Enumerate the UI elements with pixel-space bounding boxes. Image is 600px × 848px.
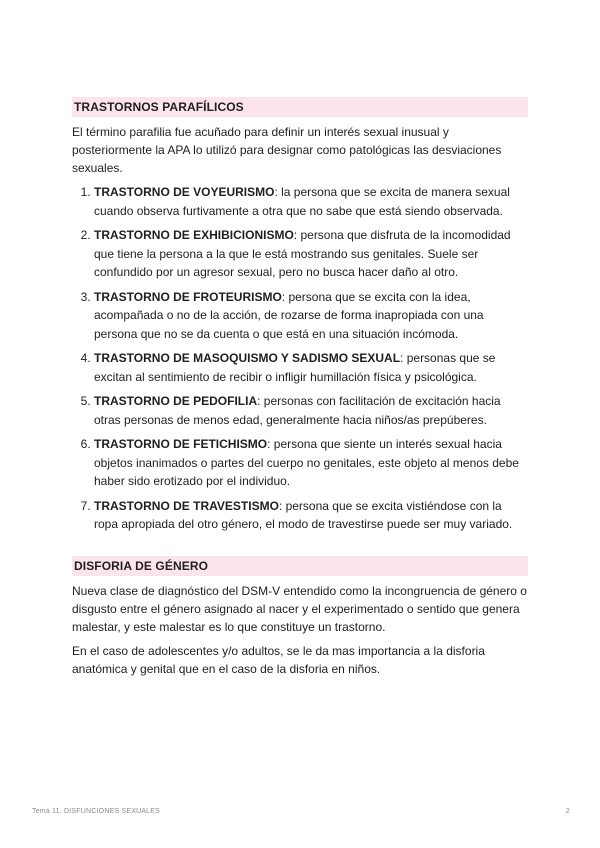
item-term: TRASTORNO DE VOYEURISMO (94, 185, 275, 199)
list-item (94, 349, 528, 386)
item-term: TRASTORNO DE TRAVESTISMO (94, 498, 279, 513)
page-number: 2 (565, 808, 570, 815)
item-term: TRASTORNO DE FETICHISMO (94, 437, 268, 451)
item-term: TRASTORNO DE PEDOFILIA (94, 394, 258, 408)
list-item (94, 183, 528, 220)
list-item (94, 497, 528, 534)
document-body (72, 97, 528, 684)
disorder-list (72, 183, 528, 534)
item-description: : persona que se excita vistiéndose con la ropa apropiada del otro género, el modo de travestirse puede ser muy variado. (94, 498, 513, 531)
page-footer (32, 808, 570, 815)
item-description: : persona que se excita con la idea, acompañada o no de la acción, de rozarse de forma inapropiada con una persona que no se da cuenta o que está en una situación incómoda. (94, 289, 484, 341)
item-term: TRASTORNO DE EXHIBICIONISMO (94, 228, 294, 242)
item-description: : la persona que se excita de manera sexual cuando observa furtivamente a otra que no sabe que está siendo observada. (94, 185, 510, 218)
list-item (94, 226, 528, 282)
item-description: : personas con facilitación de excitación hacia otras personas de menos edad, generalmente hacia niños/as prepúberes. (94, 394, 501, 427)
item-term: TRASTORNO DE FROTEURISMO (94, 289, 282, 304)
disforia-paragraph-2: En el caso de adolescentes y/o adultos, se le da mas importancia a la disforia anatómica y genital que en el caso de la disforia en niños. (72, 643, 485, 676)
section-heading-disforia: DISFORIA DE GÉNERO (72, 556, 528, 576)
footer-chapter-title: Tema 11. DISFUNCIONES SEXUALES (32, 808, 161, 815)
item-description: : persona que siente un interés sexual hacia objetos inanimados o partes del cuerpo no genitales, este objeto al menos debe haber sido erotizado por el individuo. (94, 437, 519, 488)
list-item (94, 435, 528, 491)
section-heading-parafilicos: TRASTORNOS PARAFÍLICOS (72, 97, 528, 117)
disforia-paragraph-1: Nueva clase de diagnóstico del DSM-V entendido como la incongruencia de género o disgusto entre el género asignado al nacer y el experimentado o sentido que genera malestar, y este malestar es lo que constituye un trastorno. (72, 583, 527, 634)
intro-paragraph: El término parafilia fue acuñado para definir un interés sexual inusual y posteriormente la APA lo utilizó para designar como patológicas las desviaciones sexuales. (72, 125, 502, 175)
item-term: TRASTORNO DE MASOQUISMO Y SADISMO SEXUAL (94, 351, 401, 365)
list-item (94, 392, 528, 429)
item-description: : personas que se excitan al sentimiento de recibir o infligir humillación física y psicológica. (94, 351, 496, 384)
item-description: : persona que disfruta de la incomodidad que tiene la persona a la que le está mostrando sus genitales. Suele ser confundido por un agresor sexual, pero no busca hacer daño al otro. (94, 228, 511, 279)
list-item (94, 288, 528, 344)
